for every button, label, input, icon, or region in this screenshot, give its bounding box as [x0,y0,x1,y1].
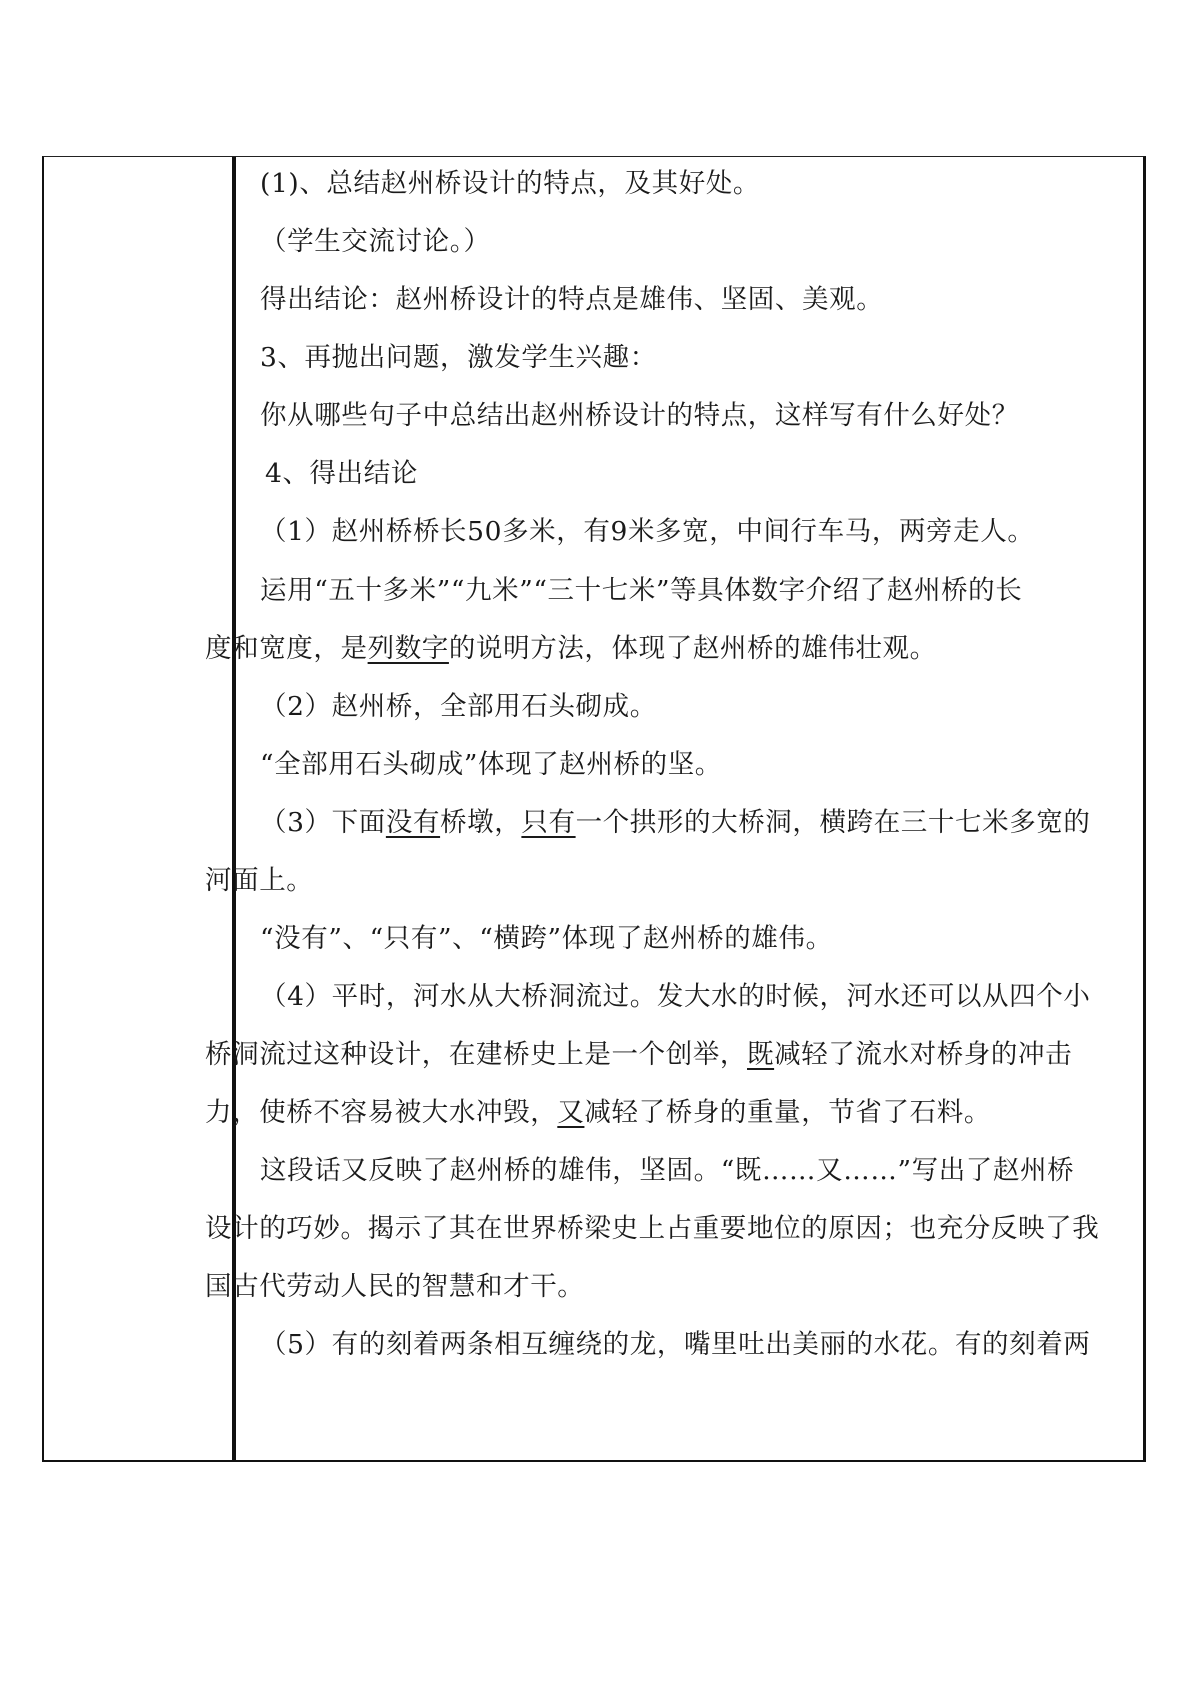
text-segment: （2）赵州桥，全部用石头砌成。 [260,691,657,722]
text-line [260,1325,1090,1365]
text-segment: （1）赵州桥桥长50多米，有9米多宽，中间行车马，两旁走人。 [260,516,1035,547]
text-segment: （5）有的刻着两条相互缠绕的龙，嘴里吐出美丽的水花。有的刻着两 [260,1329,1091,1360]
text-line [265,454,418,494]
text-segment: 河面上。 [205,865,314,896]
text-segment: (1)、总结赵州桥设计的特点，及其好处。 [260,168,761,199]
text-segment: 既 [747,1039,775,1070]
text-segment: 减轻了桥身的重量，节省了石料。 [584,1097,991,1128]
text-line [260,222,491,262]
text-line [260,919,833,959]
text-line [205,1209,1099,1249]
text-line [260,977,1090,1017]
text-segment: （4）平时，河水从大桥洞流过。发大水的时候，河水还可以从四个小 [260,981,1091,1012]
text-segment: 又 [557,1097,585,1128]
text-line [205,1267,584,1307]
text-segment: （学生交流讨论。） [260,226,491,257]
text-line [205,1093,991,1133]
text-segment: 列数字 [367,633,449,664]
text-line [205,1035,1072,1075]
text-segment: 的说明方法，体现了赵州桥的雄伟壮观。 [448,633,937,664]
text-segment: 没有 [385,807,441,838]
text-line [260,280,883,320]
text-line [205,629,937,669]
text-segment: 3、再抛出问题，激发学生兴趣： [260,342,657,373]
column-divider [232,157,236,1460]
text-line [260,745,722,785]
text-line [260,396,1019,436]
text-segment: 度和宽度，是 [205,633,368,664]
text-segment: 这段话又反映了赵州桥的雄伟，坚固。“既……又……”写出了赵州桥 [260,1155,1075,1186]
text-segment: 4、得出结论 [265,458,418,489]
text-segment: 设计的巧妙。揭示了其在世界桥梁史上占重要地位的原因；也充分反映了我 [205,1213,1100,1244]
text-line [205,861,313,901]
text-line [260,164,760,204]
text-segment: 国古代劳动人民的智慧和才干。 [205,1271,585,1302]
text-segment: 得出结论：赵州桥设计的特点是雄伟、坚固、美观。 [260,284,884,315]
text-line [260,512,1034,552]
text-line [260,338,657,378]
text-segment: 只有 [521,807,576,838]
text-line [260,803,1091,843]
text-segment: 一个拱形的大桥洞，横跨在三十七米多宽的 [575,807,1091,838]
text-segment: 减轻了流水对桥身的冲击 [774,1039,1073,1070]
text-segment: 运用“五十多米”“九米”“三十七米”等具体数字介绍了赵州桥的长 [260,575,1023,606]
text-segment: “没有”、“只有”、“横跨”体现了赵州桥的雄伟。 [260,923,833,954]
text-segment: 你从哪些句子中总结出赵州桥设计的特点，这样写有什么好处？ [260,400,1019,431]
text-segment: 桥墩， [440,807,522,838]
text-line [260,571,1022,611]
text-segment: 桥洞流过这种设计，在建桥史上是一个创举， [205,1039,747,1070]
text-segment: （3）下面 [260,807,386,838]
text-segment: 力，使桥不容易被大水冲毁， [205,1097,558,1128]
text-segment: “全部用石头砌成”体现了赵州桥的坚。 [260,749,722,780]
text-line [260,687,657,727]
text-line [260,1151,1074,1191]
